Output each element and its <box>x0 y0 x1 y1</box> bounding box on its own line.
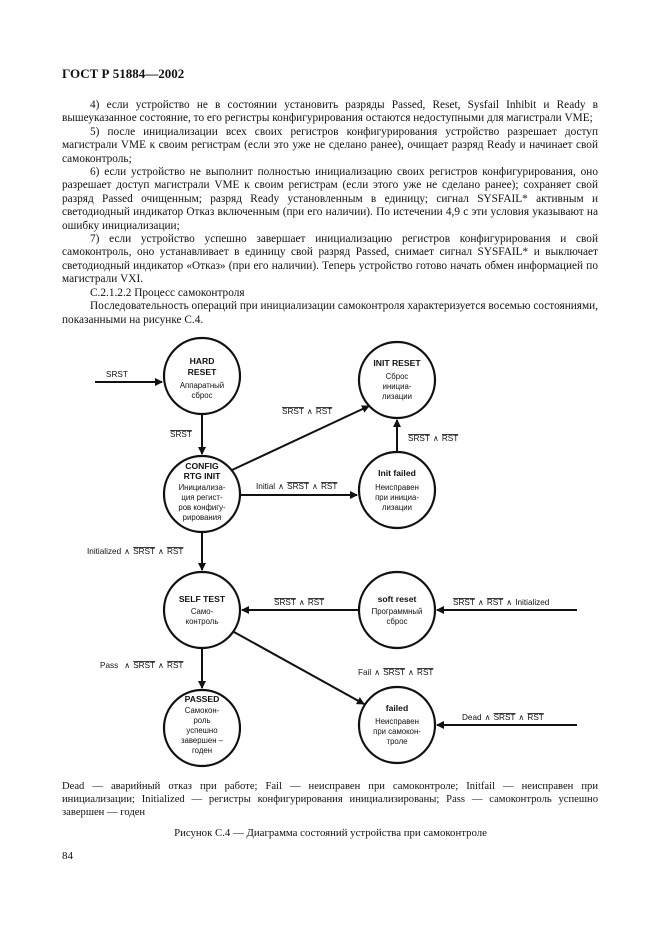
state-title: failed <box>385 703 409 713</box>
state-desc: успешно <box>186 726 218 735</box>
state-init-reset <box>359 342 435 418</box>
state-title: Init failed <box>378 468 416 478</box>
state-title: CONFIG <box>185 461 219 471</box>
label-config-to-self-test <box>87 547 183 556</box>
label-srst-in: SRST <box>106 370 128 379</box>
label-term: RST <box>527 713 544 722</box>
label-op: ∧ <box>432 434 439 443</box>
label-op: ∧ <box>298 598 305 607</box>
label-term: Initialized <box>87 547 122 556</box>
label-soft-to-self-test <box>274 598 324 607</box>
state-desc: Программный <box>371 607 423 616</box>
label-op: ∧ <box>374 668 381 677</box>
label-term: SRST <box>453 598 475 607</box>
state-desc: сброс <box>191 391 213 400</box>
label-self-test-to-failed <box>358 668 433 677</box>
label-term: RST <box>486 598 504 607</box>
paragraph-5: 5) после инициализации всех своих регистров конфигурирования устройство разрешает доступ магистрали VME к своим регистрам (если это уже не сделано ранее), очищает разряд Ready и начинает свой самоконтроль; <box>62 125 598 165</box>
label-op: ∧ <box>484 713 491 722</box>
label-term: Pass <box>100 661 119 670</box>
label-term: RST <box>441 434 459 443</box>
state-desc: троле <box>386 737 408 746</box>
label-term: RST <box>315 407 333 416</box>
label-op: ∧ <box>506 598 513 607</box>
state-desc: Само- <box>190 607 214 616</box>
paragraph-7: 7) если устройство успешно завершает инициализацию регистров конфигурирования и свой самоконтроль, оно устанавливает в единицу свой разряд Passed, снимает сигнал SYSFAIL* и выключает светодиодный индикатор «Отказ» (при его наличии). Теперь устройство готово начать обмен информацией по магистрали VXI. <box>62 233 598 286</box>
label-op: ∧ <box>124 661 131 670</box>
paragraph-intro: Последовательность операций при инициализации самоконтроля характеризуется восемью состояниями, показанными на рисунке С.4. <box>62 300 598 326</box>
state-desc: рирования <box>182 513 222 522</box>
state-desc: ция регист- <box>181 493 223 502</box>
label-term: RST <box>417 668 434 677</box>
state-title: RTG INIT <box>183 471 221 481</box>
figure-legend: Dead — аварийный отказ при работе; Fail — неисправен при самоконтроле; Initfail — неисправен при инициализации; Initialized — регистры конфигурирования инициализированы; Pass — самоконтроль успешно завершен — годен <box>62 781 598 818</box>
label-term: RST <box>307 598 325 607</box>
state-title: INIT RESET <box>373 358 421 368</box>
figure-caption: Рисунок С.4 — Диаграмма состояний устройства при самоконтроле <box>174 827 487 839</box>
label-term: SRST <box>133 661 156 670</box>
label-term: Initialized <box>515 598 550 607</box>
paragraph-4: 4) если устройство не в состоянии установить разряды Passed, Reset, Sysfail Inhibit и Ready в вышеуказанное состояние, то его регистры конфигурирования остаются недоступными для магистрали VME; <box>62 99 598 125</box>
state-self-test <box>164 572 240 648</box>
label-term: SRST <box>383 668 406 677</box>
label-into-failed <box>462 713 544 722</box>
label-term: SRST <box>287 482 309 491</box>
label-term: Initial <box>256 482 276 491</box>
label-term: SRST <box>408 434 430 443</box>
arrow-self-test-to-failed <box>234 632 364 704</box>
state-title: PASSED <box>184 694 220 704</box>
state-title: HARD <box>189 356 215 366</box>
label-op: ∧ <box>124 547 131 556</box>
label-term: SRST <box>493 713 516 722</box>
state-desc: контроль <box>185 617 219 626</box>
state-desc: инициа- <box>382 382 412 391</box>
state-desc: годен <box>191 746 213 755</box>
state-diagram <box>0 330 661 775</box>
state-desc: роль <box>193 716 211 725</box>
label-term: SRST <box>133 547 155 556</box>
paragraph-6: 6) если устройство не выполнит полностью инициализацию своих регистров конфигурирования, оно разрешает доступ магистрали VME к своим регистрам (если этого уже не сделано ранее); сохраняет свой разряд Passed очищенным; разряд Ready установленным в единицу; сигнал SYSFAIL* активным и светодиодный индикатор Отказ включенным (при его наличии). По истечении 4,9 с эти условия указывают на ошибку инициализации; <box>62 166 598 232</box>
state-desc: лизации <box>382 392 412 401</box>
state-hard-reset <box>164 338 240 414</box>
state-desc: Инициализа- <box>178 483 226 492</box>
state-desc: лизации <box>382 503 412 512</box>
state-init-failed <box>359 452 435 528</box>
label-op: ∧ <box>157 547 164 556</box>
state-title: SELF TEST <box>178 594 226 604</box>
label-term: RST <box>166 547 184 556</box>
label-op: ∧ <box>477 598 484 607</box>
state-title: soft reset <box>377 594 417 604</box>
state-soft-reset <box>359 572 435 648</box>
state-desc: Аппаратный <box>179 381 225 390</box>
label-term: RST <box>167 661 184 670</box>
document-header: ГОСТ Р 51884—2002 <box>62 66 185 81</box>
label-config-to-init-failed <box>256 482 337 491</box>
state-desc: ров конфигу- <box>178 503 226 512</box>
page-number: 84 <box>62 850 73 862</box>
label-op: ∧ <box>311 482 318 491</box>
state-passed <box>164 690 240 766</box>
label-op: ∧ <box>278 482 285 491</box>
label-term: SRST <box>282 407 304 416</box>
label-init-failed-to-init-reset <box>408 434 458 443</box>
state-config-rtg-init <box>164 456 240 532</box>
state-desc: Неисправен <box>375 717 419 726</box>
section-heading: C.2.1.2.2 Процесс самоконтроля <box>90 286 245 299</box>
state-desc: Неисправен <box>375 483 419 492</box>
label-into-soft-reset <box>453 598 550 607</box>
label-op: ∧ <box>518 713 525 722</box>
state-desc: завершен – <box>180 736 224 745</box>
state-desc: Самокон- <box>184 706 220 715</box>
state-desc: при инициа- <box>375 493 419 502</box>
state-title: RESET <box>187 367 217 377</box>
state-failed <box>359 687 435 763</box>
label-self-test-to-passed <box>100 661 183 670</box>
body-text <box>62 99 598 327</box>
label-op: ∧ <box>408 668 415 677</box>
label-term: Fail <box>358 668 372 677</box>
label-term: SRST <box>274 598 296 607</box>
label-op: ∧ <box>158 661 165 670</box>
label-config-to-init-reset <box>282 407 332 416</box>
state-desc: Сброс <box>385 372 409 381</box>
label-hard-to-config: SRST <box>170 430 192 439</box>
state-desc: при самокон- <box>373 727 421 736</box>
label-term: RST <box>320 482 338 491</box>
state-desc: сброс <box>386 617 408 626</box>
label-op: ∧ <box>306 407 313 416</box>
label-term: Dead <box>462 713 482 722</box>
